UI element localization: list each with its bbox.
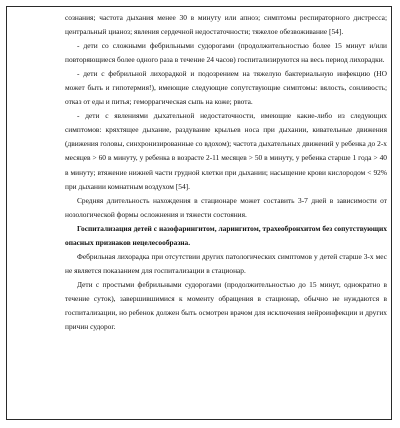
paragraph-5: Средняя длительность нахождения в стационаре может составить 3-7 дней в зависимости от нозологической формы осложнения и тяжести состояния.: [65, 195, 387, 219]
paragraph-8: Дети с простыми фебрильными судорогами (продолжительностью до 15 минут, однократно в течение суток), завершившимися к моменту обращения в стационар, обычно не нуждаются в госпитализации, но ребенок должен быть осмотрен врачом для исключения нейроинфекции и других причин судорог.: [65, 279, 387, 332]
document-page: [6, 6, 392, 420]
paragraph-7: Фебрильная лихорадка при отсутствии других патологических симптомов у детей старше 3-х мес не является показанием для госпитализации в стационар.: [65, 251, 387, 275]
document-body: [65, 11, 387, 334]
paragraph-6-bold: Госпитализация детей с назофарингитом, ларингитом, трахеобронхитом без сопутствующих опасных признаков нецелесообразна.: [65, 223, 387, 247]
paragraph-2: - дети со сложными фебрильными судорогами (продолжительностью более 15 минут и/или повторяющиеся более одного раза в течение 24 часов) госпитализируются на весь период лихорадки.: [65, 41, 387, 65]
paragraph-3: - дети с фебрильной лихорадкой и подозрением на тяжелую бактериальную инфекцию (НО может быть и гипотермия!), имеющие следующие сопутствующие симптомы: вялость, сонливость; отказ от еды и питья; геморрагическая сыпь на коже; рвота.: [65, 69, 387, 107]
paragraph-4: - дети с явлениями дыхательной недостаточности, имеющие какие-либо из следующих симптомов: кряхтящее дыхание, раздувание крыльев носа при дыхании, кивательные движения (движения головы, синхронизированные со вдохом); частота дыхательных движений у ребенка до 2-х месяцев > 60 в минуту, у ребенка в возрасте 2-11 месяцев > 50 в минуту, у ребенка старше 1 года > 40 в минуту; втяжение нижней части грудной клетки при дыхании; насыщение крови кислородом < 92% при дыхании комнатным воздухом [54].: [65, 111, 387, 191]
paragraph-1: сознания; частота дыхания менее 30 в минуту или апноэ; симптомы респираторного дистресса; центральный цианоз; явления сердечной недостаточности; тяжелое обезвоживание [54].: [65, 13, 387, 37]
